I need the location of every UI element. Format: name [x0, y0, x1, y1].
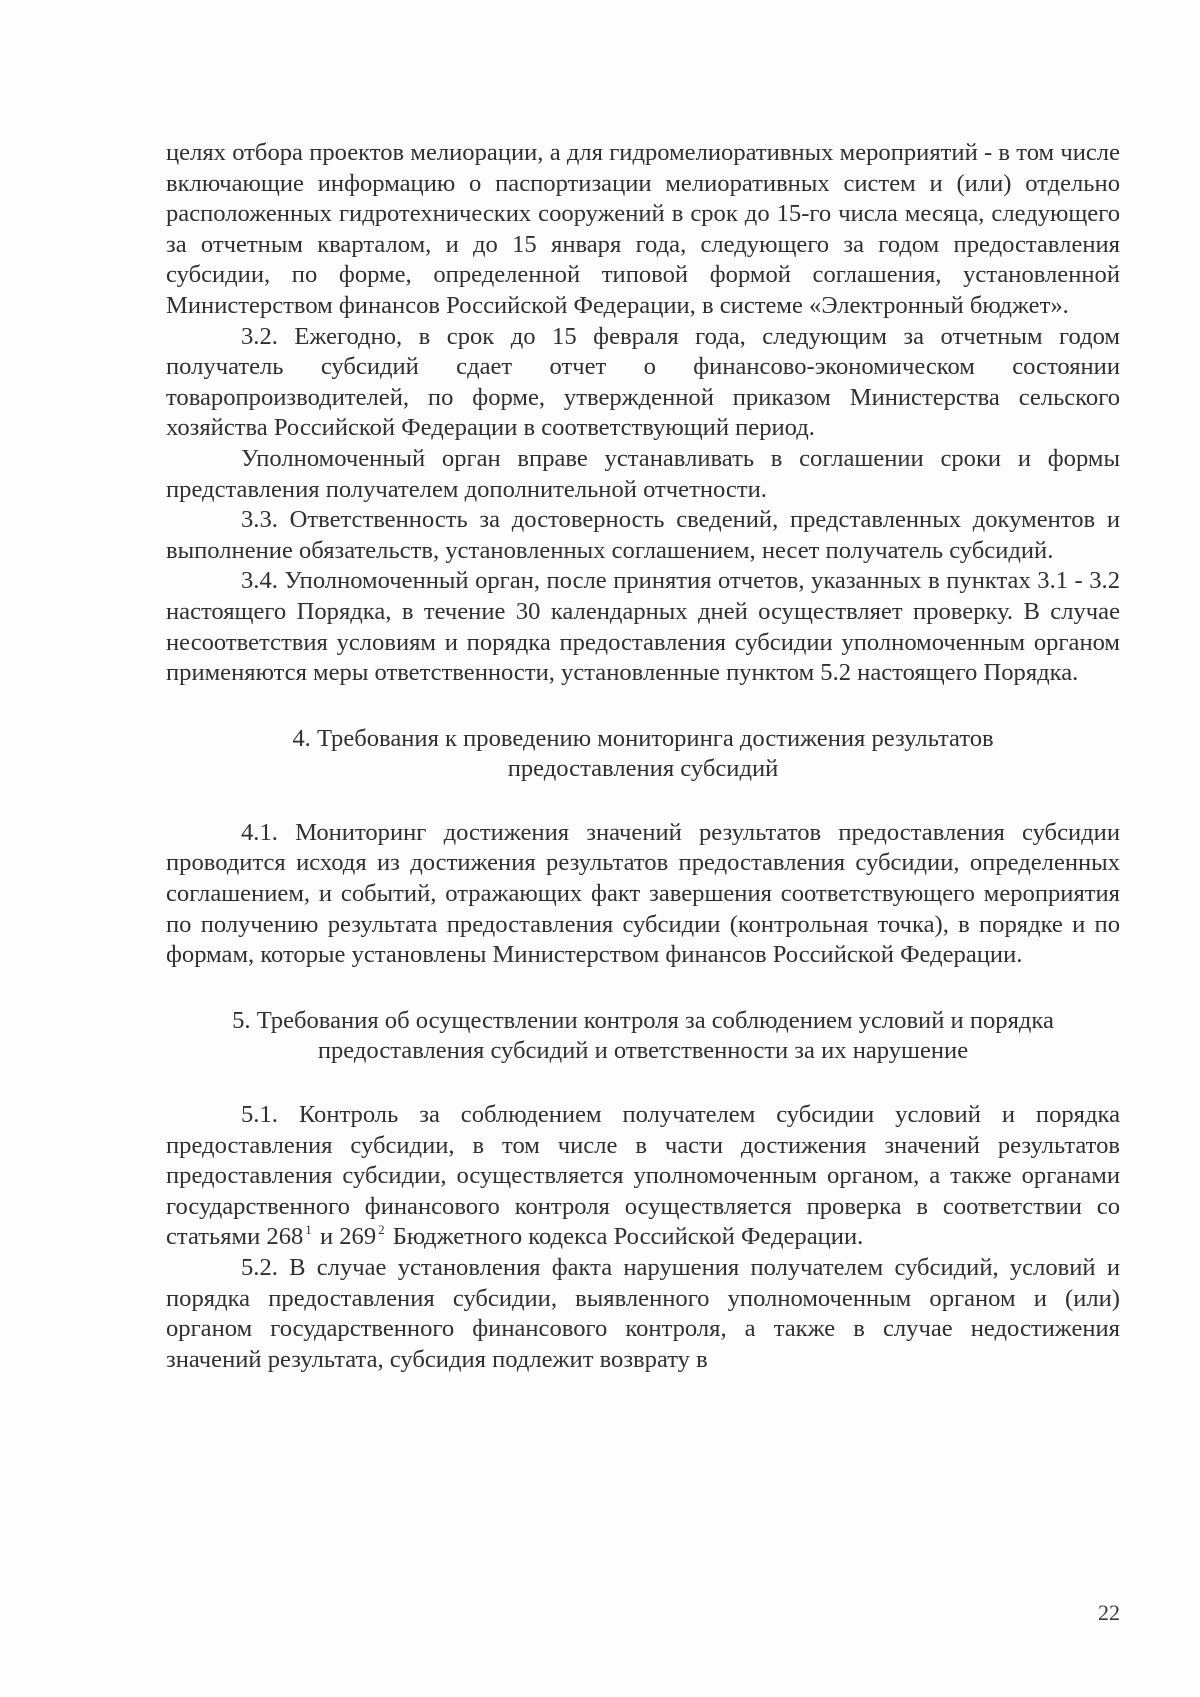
paragraph-continuation: целях отбора проектов мелиорации, а для гидромелиоративных мероприятий - в том числе включающие информацию о паспортизации мелиоративных систем и (или) отдельно расположенных гидротехнических сооружений в срок до 15-го числа месяца, следующего за отчетным кварталом, и до 15 января года, следующего за годом предоставления субсидии, по форме, определенной типовой формой соглашения, установленной Министерством финансов Российской Федерации, в системе «Электронный бюджет». [166, 139, 1120, 319]
paragraph-3-2: 3.2. Ежегодно, в срок до 15 февраля года, следующим за отчетным годом получатель субсидий сдает отчет о финансово-экономическом состоянии товаропроизводителей, по форме, утвержденной приказом Министерства сельского хозяйства Российской Федерации в соответствующий период. [166, 322, 1120, 442]
section-4-heading [166, 724, 1120, 785]
section-5-heading-line-1: 5. Требования об осуществлении контроля за соблюдением условий и порядка [232, 1006, 1054, 1034]
document-body [166, 138, 1120, 1375]
paragraph-authority-rights: Уполномоченный орган вправе устанавливать в соглашении сроки и формы представления получателем дополнительной отчетности. [166, 444, 1120, 503]
superscript-1: 1 [305, 1222, 312, 1238]
section-5-heading [166, 1006, 1120, 1067]
paragraph-5-1-text-b: и 269 [313, 1223, 377, 1251]
section-4-heading-line-2: предоставления субсидий [507, 755, 779, 783]
section-4-heading-line-1: 4. Требования к проведению мониторинга достижения результатов [292, 724, 994, 752]
page-number: 22 [1098, 1600, 1120, 1625]
paragraph-5-1-text-c: Бюджетного кодекса Российской Федерации. [386, 1223, 864, 1251]
paragraph-4-1: 4.1. Мониторинг достижения значений результатов предоставления субсидии проводится исходя из достижения результатов предоставления субсидии, определенных соглашением, и событий, отражающих факт завершения соответствующего мероприятия по получению результата предоставления субсидии (контрольная точка), в порядке и по формам, которые установлены Министерством финансов Российской Федерации. [166, 818, 1120, 969]
paragraph-3-3: 3.3. Ответственность за достоверность сведений, представленных документов и выполнение обязательств, установленных соглашением, несет получатель субсидий. [166, 506, 1120, 564]
paragraph-5-2: 5.2. В случае установления факта нарушения получателем субсидий, условий и порядка предоставления субсидии, выявленного уполномоченным органом и (или) органом государственного финансового контроля, а также в случае недостижения значений результата, субсидия подлежит возврату в [166, 1254, 1120, 1373]
paragraph-5-1-text-a: 5.1. Контроль за соблюдением получателем субсидии условий и порядка предоставления субсидии, в том числе в части достижения значений результатов предоставления субсидии, осуществляется уполномоченным органом, а также органами государственного финансового контроля осуществляется проверка в соответствии со статьями 268 [166, 1101, 1120, 1251]
paragraph-3-4: 3.4. Уполномоченный орган, после принятия отчетов, указанных в пунктах 3.1 - 3.2 настоящего Порядка, в течение 30 календарных дней осуществляет проверку. В случае несоответствия условиям и порядка предоставления субсидии уполномоченным органом применяются меры ответственности, установленные пунктом 5.2 настоящего Порядка. [166, 567, 1120, 687]
superscript-2: 2 [378, 1222, 385, 1238]
paragraph-5-1 [166, 1100, 1120, 1253]
section-5-heading-line-2: предоставления субсидий и ответственности за их нарушение [317, 1037, 969, 1065]
